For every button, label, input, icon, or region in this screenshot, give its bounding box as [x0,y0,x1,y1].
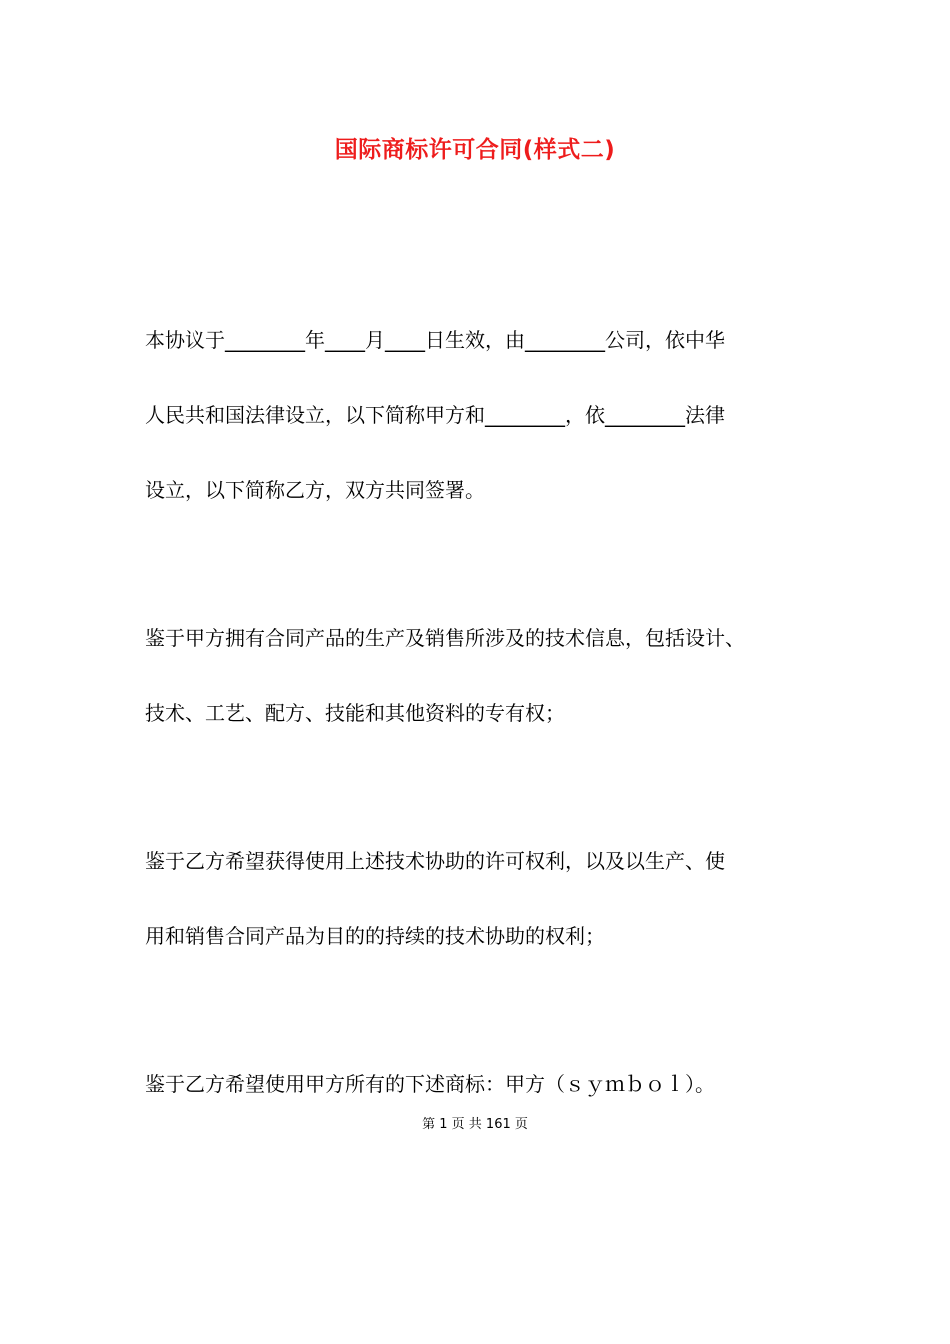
paragraph-line: 用和销售合同产品为目的的持续的技术协助的权利； [145,924,605,948]
paragraph-line: 鉴于乙方希望获得使用上述技术协助的许可权利，以及以生产、使 [145,849,725,873]
document-title: 国际商标许可合同(样式二) [334,137,616,163]
paragraph-line: 鉴于乙方希望使用甲方所有的下述商标：甲方（ｓｙｍｂｏｌ）。 [145,1072,715,1096]
page-number-footer: 第 1 页 共 161 页 [422,1117,528,1132]
paragraph-line: 鉴于甲方拥有合同产品的生产及销售所涉及的技术信息，包括设计、 [145,626,745,650]
paragraph-line: 人民共和国法律设立，以下简称甲方和________，依________法律 [145,403,725,427]
paragraph-line: 技术、工艺、配方、技能和其他资料的专有权； [145,701,565,725]
paragraph-line: 设立，以下简称乙方，双方共同签署。 [145,478,485,502]
paragraph-line: 本协议于________年____月____日生效，由________公司，依中华 [145,328,725,352]
